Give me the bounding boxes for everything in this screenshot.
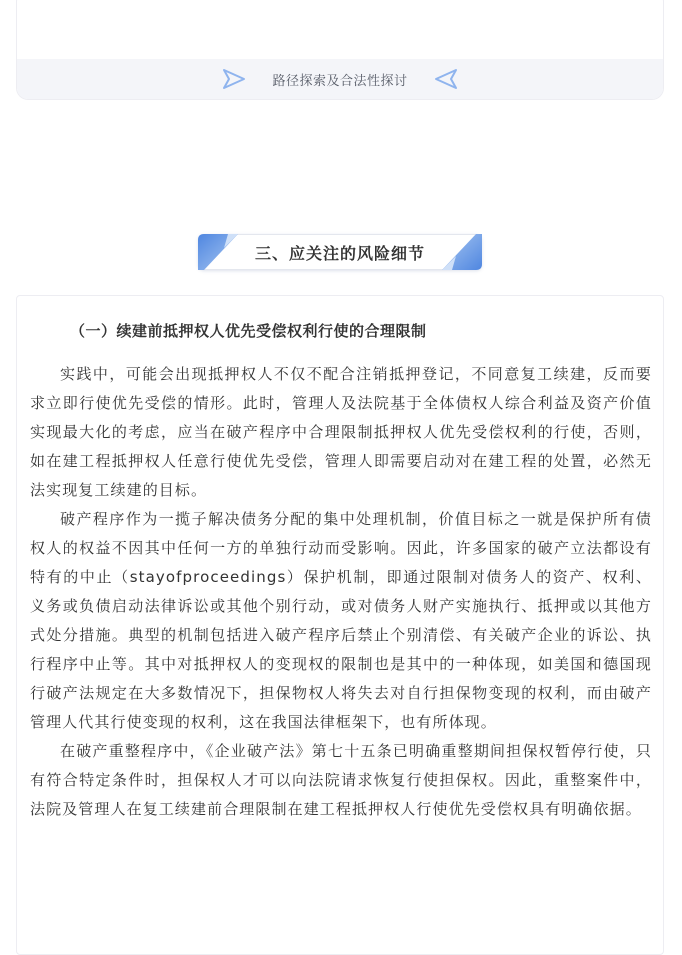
arrow-right-icon: [222, 68, 246, 90]
arrow-left-icon: [434, 68, 458, 90]
footer-caption: 路径探索及合法性探讨: [272, 73, 408, 89]
section-heading-badge: [198, 234, 482, 270]
paragraph: 破产程序作为一揽子解决债务分配的集中处理机制，价值目标之一就是保护所有债权人的权益不因其中任何一方的单独行动而受影响。因此，许多国家的破产立法都设有特有的中止（stayofproceedings）保护机制，即通过限制对债务人的资产、权利、义务或负债启动法律诉讼或其他个别行动，或对债务人财产实施执行、抵押或以其他方式处分措施。典型的机制包括进入破产程序后禁止个别清偿、有关破产企业的诉讼、执行程序中止等。其中对抵押权人的变现权的限制也是其中的一种体现，如美国和德国现行破产法规定在大多数情况下，担保物权人将失去对自行担保物变现的权利，而由破产管理人代其行使变现的权利，这在我国法律框架下，也有所体现。: [30, 510, 652, 731]
subheading: （一）续建前抵押权人优先受偿权利行使的合理限制: [70, 322, 427, 340]
card-footer-bar: [17, 59, 663, 99]
section-title: 三、应关注的风险细节: [254, 243, 425, 263]
paragraph: 在破产重整程序中，《企业破产法》第七十五条已明确重整期间担保权暂停行使，只有符合特定条件时，担保权人才可以向法院请求恢复行使担保权。因此，重整案件中，法院及管理人在复工续建前合理限制在建工程抵押权人行使优先受偿权具有明确依据。: [30, 742, 652, 818]
body-text: [30, 360, 652, 824]
previous-section-card: [16, 0, 664, 100]
paragraph: 实践中，可能会出现抵押权人不仅不配合注销抵押登记，不同意复工续建，反而要求立即行使优先受偿的情形。此时，管理人及法院基于全体债权人综合利益及资产价值实现最大化的考虑，应当在破产程序中合理限制抵押权人优先受偿权利的行使，否则，如在建工程抵押权人任意行使优先受偿，管理人即需要启动对在建工程的处置，必然无法实现复工续建的目标。: [30, 365, 652, 499]
